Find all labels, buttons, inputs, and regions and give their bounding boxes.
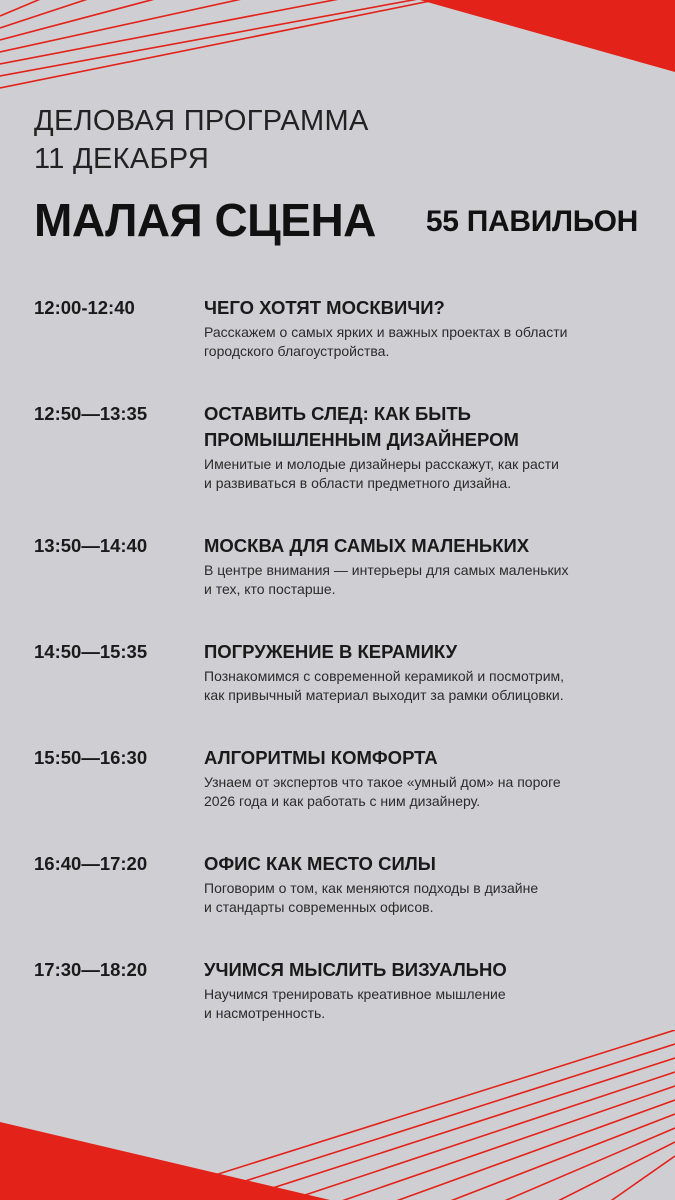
top-red-wedge [420,0,675,72]
event-description-line: как привычный материал выходит за рамки облицовки. [204,687,564,703]
event-description-line: и тех, кто постарше. [204,581,336,597]
event-description [204,879,634,917]
schedule-event [34,957,634,1063]
event-description [204,323,634,361]
schedule-event [34,295,634,401]
event-time: 13:50—14:40 [34,535,148,556]
bottom-red-wedge [0,1122,330,1200]
pavilion-label: 55 ПАВИЛЬОН [425,205,638,238]
event-description-line: Узнаем от экспертов что такое «умный дом» на пороге [204,774,561,790]
event-description-line: и стандарты современных офисов. [204,899,434,915]
event-title: УЧИМСЯ МЫСЛИТЬ ВИЗУАЛЬНО [204,959,507,980]
event-time: 14:50—15:35 [34,641,148,662]
stage-title-row [34,192,644,252]
event-title: ОСТАВИТЬ СЛЕД: КАК БЫТЬ [204,403,471,424]
event-time: 12:00-12:40 [34,297,135,318]
schedule-event [34,639,634,745]
program-title: ДЕЛОВАЯ ПРОГРАММА [34,105,369,137]
event-description [204,773,634,811]
event-description-line: и насмотренность. [204,1005,326,1021]
poster-header [34,102,644,252]
event-time: 12:50—13:35 [34,403,148,424]
event-description [204,667,634,705]
schedule-event [34,401,634,533]
program-date: 11 ДЕКАБРЯ [34,143,210,175]
event-title: ПОГРУЖЕНИЕ В КЕРАМИКУ [204,641,458,662]
event-description [204,455,634,493]
event-description-line: 2026 года и как работать с ним дизайнеру. [204,793,481,809]
event-title: ЧЕГО ХОТЯТ МОСКВИЧИ? [204,297,445,318]
stage-name: МАЛАЯ СЦЕНА [34,194,376,246]
event-time: 16:40—17:20 [34,853,148,874]
event-description [204,985,634,1023]
event-description-line: Именитые и молодые дизайнеры расскажут, как расти [204,456,559,472]
schedule-event [34,851,634,957]
event-description-line: Научимся тренировать креативное мышление [204,986,506,1002]
event-description [204,561,634,599]
event-time: 15:50—16:30 [34,747,148,768]
event-title: АЛГОРИТМЫ КОМФОРТА [204,747,438,768]
event-time: 17:30—18:20 [34,959,148,980]
event-description-line: городского благоустройства. [204,343,390,359]
event-description-line: В центре внимания — интерьеры для самых маленьких [204,562,569,578]
event-title: ОФИС КАК МЕСТО СИЛЫ [204,853,436,874]
event-description-line: и развиваться в области предметного дизайна. [204,475,512,491]
top-stripes-decoration [0,0,675,100]
schedule-event [34,745,634,851]
event-description-line: Расскажем о самых ярких и важных проектах в области [204,324,568,340]
schedule-event [34,533,634,639]
event-title: МОСКВА ДЛЯ САМЫХ МАЛЕНЬКИХ [204,535,530,556]
event-title-line2: ПРОМЫШЛЕННЫМ ДИЗАЙНЕРОМ [204,429,519,450]
schedule-list [34,295,634,1063]
event-description-line: Поговорим о том, как меняются подходы в дизайне [204,880,539,896]
event-description-line: Познакомимся с современной керамикой и посмотрим, [204,668,565,684]
